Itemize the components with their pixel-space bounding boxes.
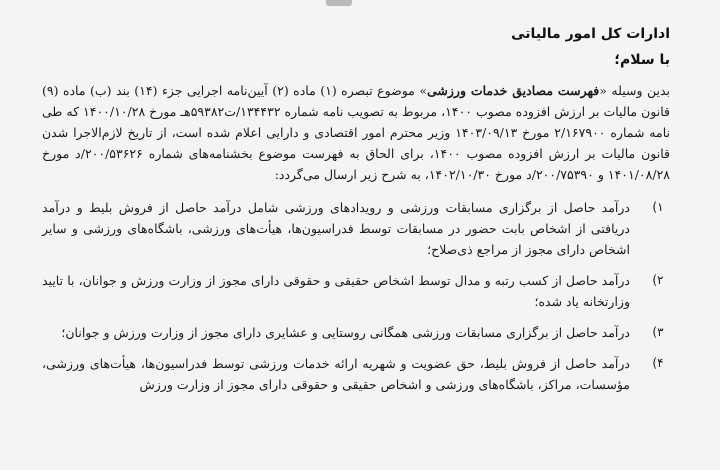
intro-bold-title: فهرست مصادیق خدمات ورزشی <box>426 83 600 98</box>
intro-paragraph <box>42 80 670 185</box>
recipient-title: ادارات کل امور مالیاتی <box>511 26 670 42</box>
item-text: درآمد حاصل از کسب رتبه و مدال توسط اشخاص حقیقی و حقوقی دارای مجوز از وزارت ورزش و جوانان، با تایید وزارتخانه یاد شده؛ <box>42 273 630 309</box>
intro-part1: بدین وسیله « <box>599 83 670 98</box>
item-number: ۴) <box>652 356 664 370</box>
greeting: با سلام؛ <box>614 52 670 68</box>
service-list <box>42 197 670 395</box>
top-edge-mark <box>326 0 352 6</box>
item-text: درآمد حاصل از برگزاری مسابقات ورزشی همگانی روستایی و عشایری دارای مجوز از وزارت ورزش و جوانان؛ <box>61 325 630 340</box>
letter-header <box>430 26 670 68</box>
item-text: درآمد حاصل از فروش بلیط، حق عضویت و شهریه ارائه خدمات ورزشی توسط فدراسیون‌ها، هیأت‌های ورزشی، مؤسسات، مراکز، باشگاه‌های ورزشی و اشخاص حقیقی و حقوقی دارای مجوز از وزارت ورزش <box>42 356 630 392</box>
letter-body <box>42 80 670 405</box>
item-text: درآمد حاصل از برگزاری مسابقات ورزشی و رویدادهای ورزشی شامل درآمد حاصل از فروش بلیط و درآمد دریافتی از اشخاص بابت حضور در مسابقات توسط فدراسیون‌ها، هیأت‌های ورزشی، باشگاه‌های ورزشی و سایر اشخاص دارای مجوز از مراجع ذی‌صلاح؛ <box>42 200 630 257</box>
list-item <box>42 270 670 312</box>
item-number: ۲) <box>652 273 664 287</box>
list-item <box>42 197 670 260</box>
item-number: ۱) <box>652 200 664 214</box>
list-item <box>42 353 670 395</box>
item-number: ۳) <box>652 325 664 339</box>
intro-part2: » موضوع تبصره (۱) ماده (۲) آیین‌نامه اجرایی جزء (۱۴) بند (ب) ماده (۹) قانون مالیات بر ارزش افزوده مصوب ۱۴۰۰، مربوط به تصویب نامه شماره ۱۳۴۴۳۲/ت۵۹۳۸۲هـ مورخ ۱۴۰۰/۱۰/۲۸ که طی نامه شماره ۲/۱۶۷۹۰۰ مورخ ۱۴۰۳/۰۹/۱۳ وزیر محترم امور اقتصادی و دارایی اعلام شده است، از تاریخ لازم‌الاجرا شدن قانون مالیات بر ارزش افزوده مصوب ۱۴۰۰، برای الحاق به فهرست موضوع بخشنامه‌های شماره ۲۰۰/۵۳۶۲۶/د مورخ ۱۴۰۱/۰۸/۲۸ و ۲۰۰/۷۵۳۹۰/د مورخ ۱۴۰۲/۱۰/۳۰، به شرح زیر ارسال می‌گردد: <box>42 83 671 182</box>
list-item <box>42 322 670 343</box>
